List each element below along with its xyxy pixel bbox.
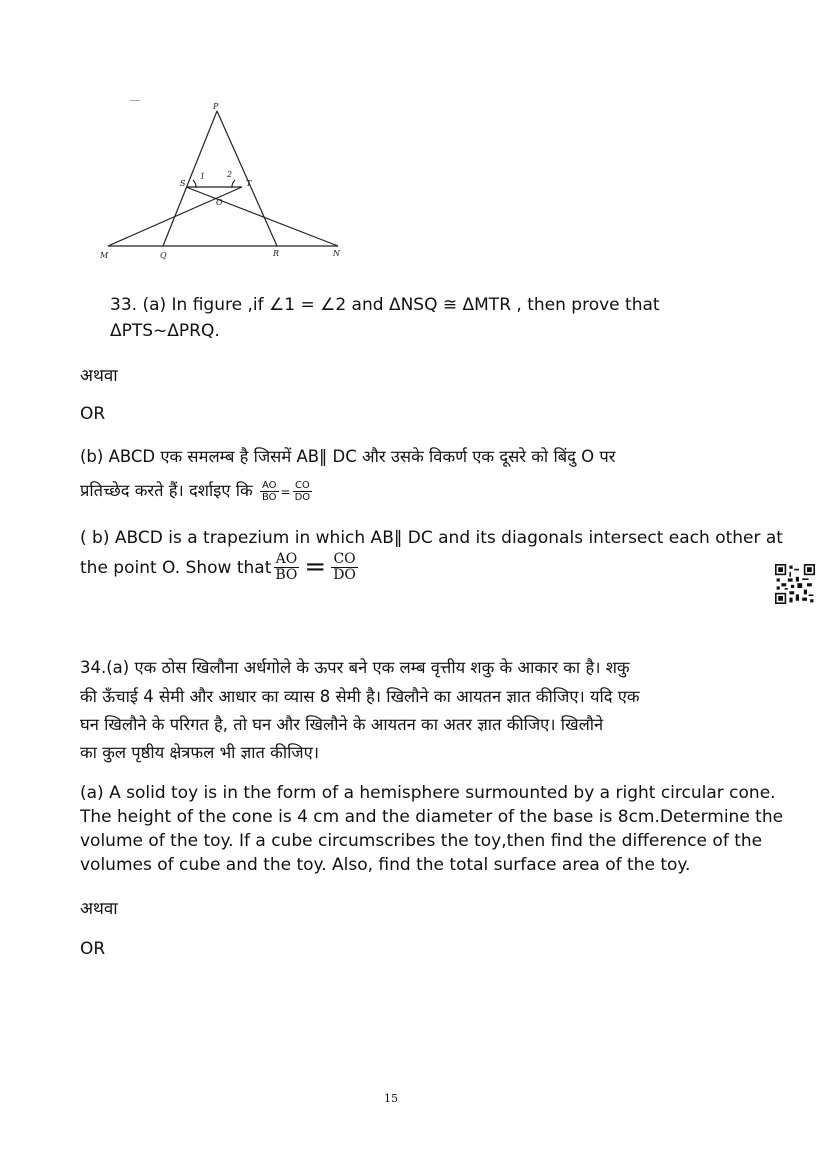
q33b-en-line1: ( b) ABCD is a trapezium in which AB‖ DC and its diagonals intersect each other at bbox=[80, 528, 783, 548]
q34-en-line3: volume of the toy. If a cube circumscribes the toy,then find the difference of the bbox=[80, 831, 763, 851]
fraction-co-do-large: $\frac{CO}{DO}$ bbox=[333, 551, 356, 584]
q33-line2: ΔPTS~ΔPRQ. bbox=[110, 321, 220, 341]
q34-hindi-line2: की ऊँचाई 4 सेमी और आधार का व्यास 8 सेमी है। खिलौने का आयतन ज्ञात कीजिए। यदि एक bbox=[80, 687, 640, 706]
label-t: T bbox=[246, 179, 252, 188]
q34-en-line1: (a) A solid toy is in the form of a hemisphere surmounted by a right circular cone. bbox=[80, 783, 776, 803]
q33-athva: अथवा bbox=[80, 366, 118, 386]
label-n: N bbox=[333, 249, 340, 258]
label-m: M bbox=[100, 251, 109, 260]
q34-en-line2: The height of the cone is 4 cm and the diameter of the base is 8cm.Determine the bbox=[80, 807, 784, 827]
page-number: 15 bbox=[384, 1092, 398, 1105]
label-r: R bbox=[273, 249, 280, 258]
q33-or: OR bbox=[80, 404, 106, 424]
q33b-hindi-line1: (b) ABCD एक समलम्ब है जिसमें AB‖ DC और उसके विकर्ण एक दूसरे को बिंदु O पर bbox=[80, 447, 616, 466]
fraction-ao-bo-large: $\frac{AO}{BO}$ bbox=[275, 551, 298, 584]
q34-hindi-line4: का कुल पृष्ठीय क्षेत्रफल भी ज्ञात कीजिए। bbox=[80, 743, 320, 762]
q33-line1: 33. (a) In figure ,if ∠1 = ∠2 and ΔNSQ ≅ ΔMTR , then prove that bbox=[110, 295, 660, 315]
fraction-ao-bo: $\frac{AO}{BO}$ bbox=[261, 480, 277, 503]
equals-sign-large: = bbox=[304, 552, 327, 583]
q33b-en-text: the point O. Show that bbox=[80, 557, 272, 578]
fraction-co-do: $\frac{CO}{DO}$ bbox=[294, 480, 311, 503]
q34-hindi-line1: 34.(a) एक ठोस खिलौना अर्धगोले के ऊपर बने एक लम्ब वृत्तीय शकु के आकार का है। शकु bbox=[80, 658, 630, 677]
label-s: S bbox=[180, 179, 186, 188]
triangle-figure bbox=[100, 100, 350, 265]
label-angle1: 1 bbox=[200, 172, 206, 181]
equals-sign: = bbox=[280, 485, 291, 499]
label-q: Q bbox=[160, 251, 167, 260]
q34-athva: अथवा bbox=[80, 899, 118, 919]
label-o: O bbox=[216, 198, 223, 207]
label-angle2: 2 bbox=[227, 170, 233, 179]
qr-code-icon bbox=[775, 564, 815, 604]
q33b-hindi-text: प्रतिच्छेद करते हैं। दर्शाइए कि bbox=[80, 481, 253, 500]
q33b-en-line2 bbox=[80, 552, 360, 584]
q34-en-line4: volumes of cube and the toy. Also, find the total surface area of the toy. bbox=[80, 855, 691, 875]
label-p: P bbox=[213, 102, 219, 111]
q34-hindi-line3: घन खिलौने के परिगत है, तो घन और खिलौने के आयतन का अतर ज्ञात कीजिए। खिलौने bbox=[80, 715, 604, 734]
q33b-hindi-line2 bbox=[80, 477, 314, 506]
q34-or: OR bbox=[80, 939, 106, 959]
